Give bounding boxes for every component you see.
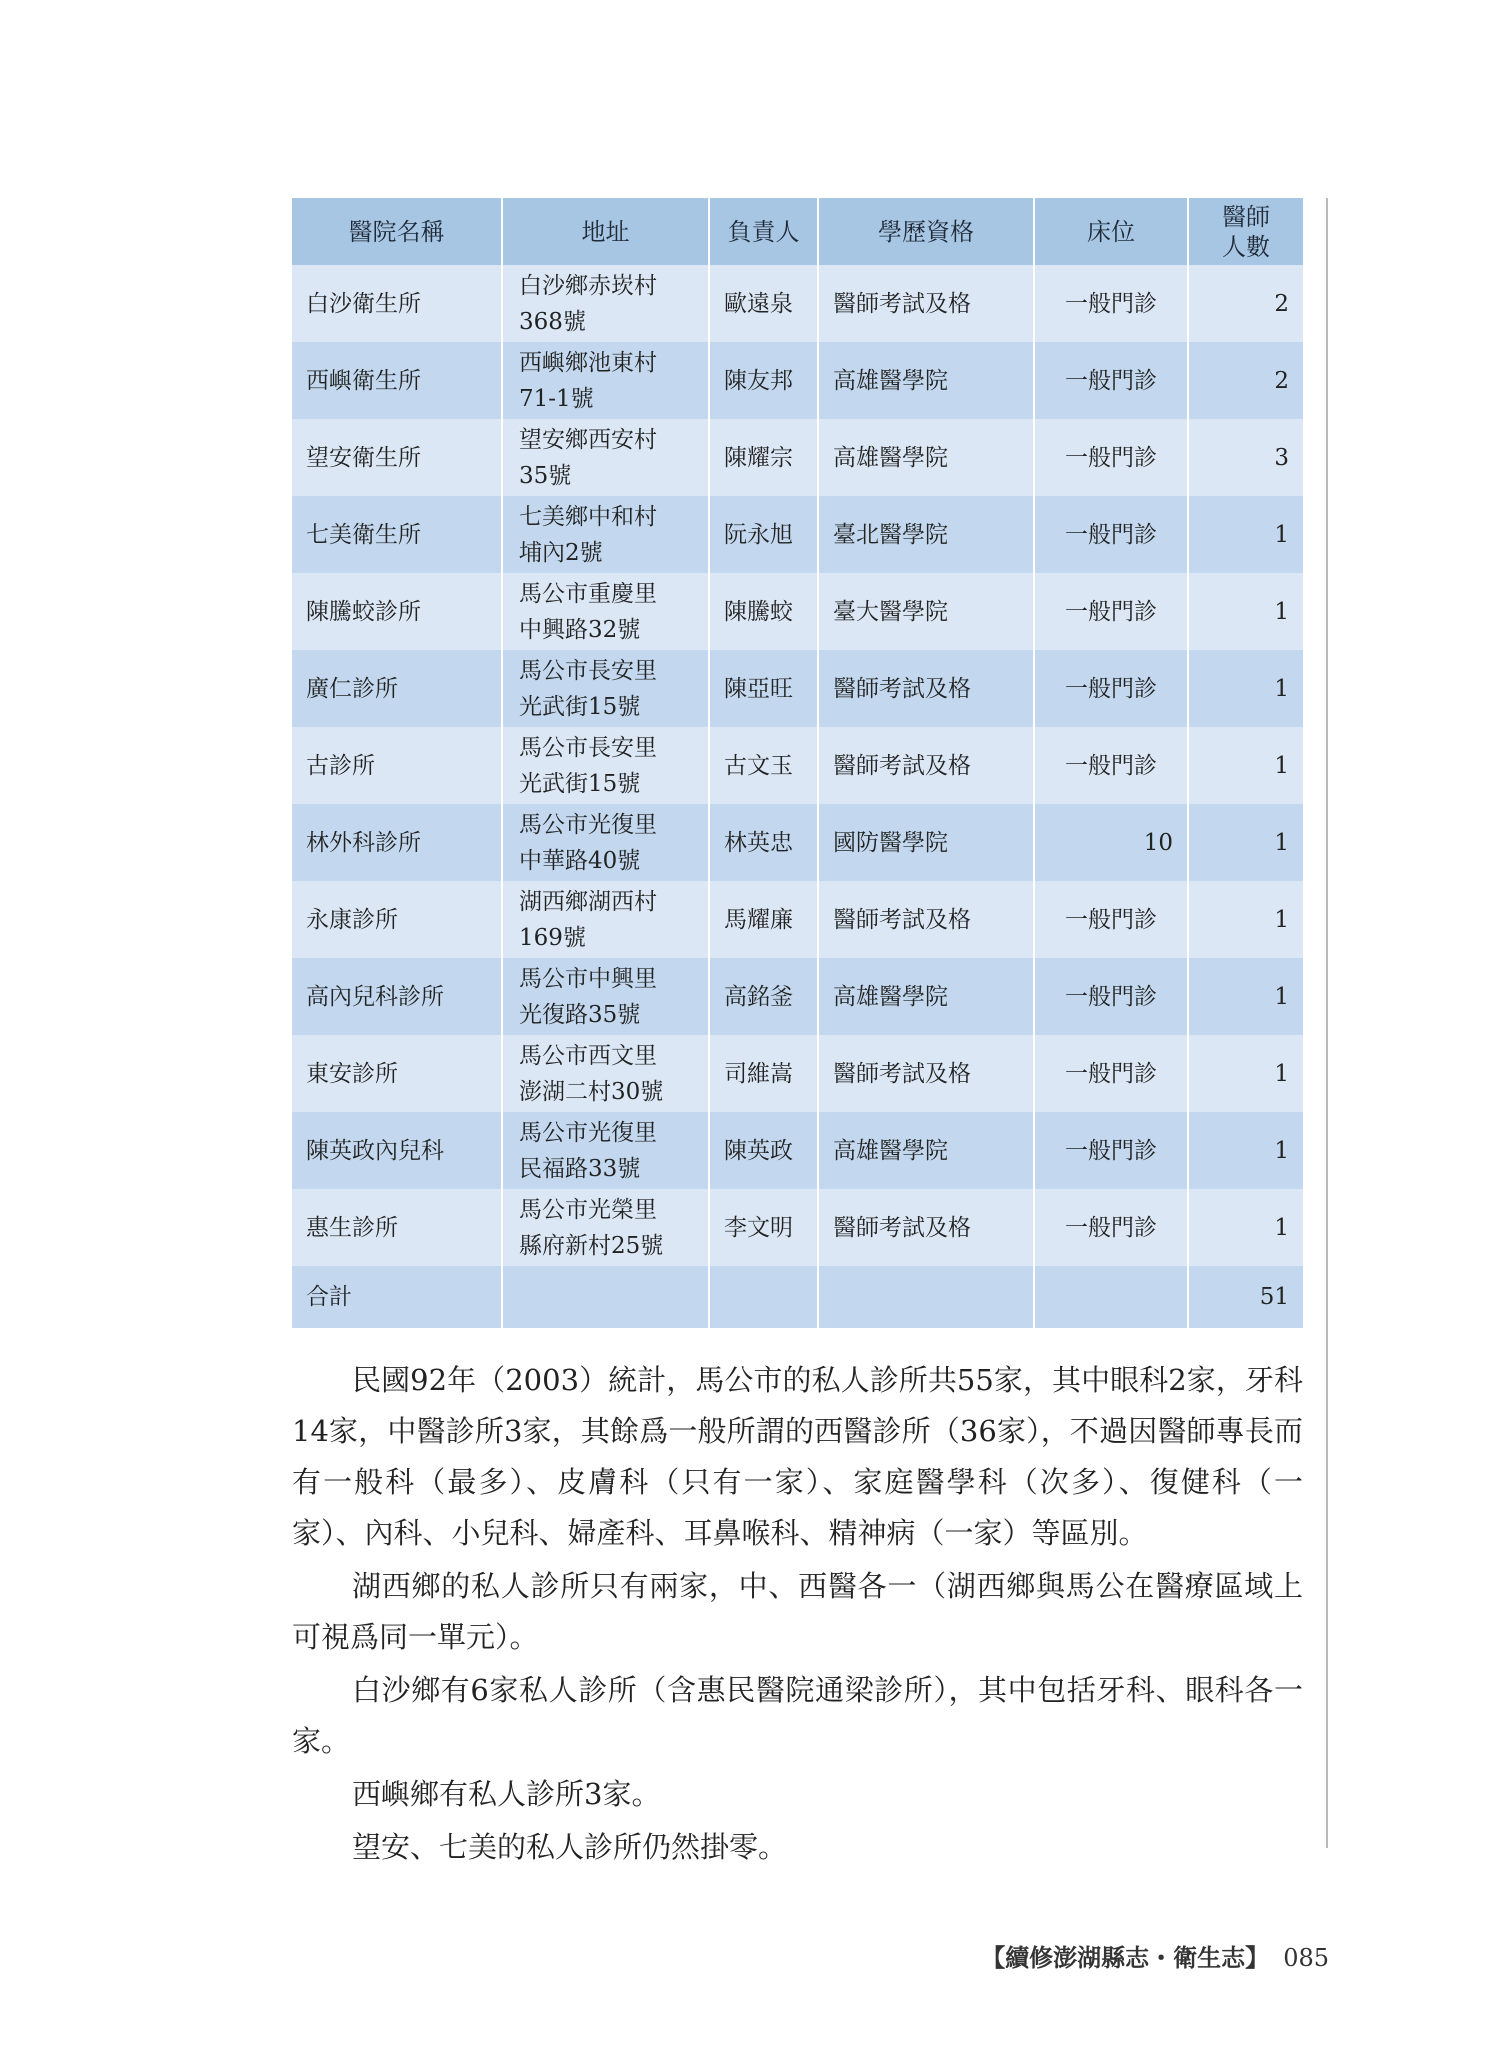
cell-name: 白沙衛生所 — [292, 265, 502, 342]
cell-address-line2: 169號 — [519, 924, 586, 951]
page-vertical-rule — [1326, 198, 1328, 1848]
cell-beds: 一般門診 — [1034, 1112, 1188, 1189]
cell-address-line2: 民福路33號 — [519, 1155, 641, 1182]
cell-doctors: 1 — [1188, 1189, 1303, 1266]
cell-address — [502, 1035, 709, 1112]
cell-address-line2: 光武街15號 — [519, 770, 641, 797]
cell-address-line1: 七美鄉中和村 — [519, 503, 657, 530]
cell-address — [502, 265, 709, 342]
cell-qualification: 醫師考試及格 — [818, 727, 1034, 804]
cell-beds: 一般門診 — [1034, 342, 1188, 419]
cell-name: 西嶼衛生所 — [292, 342, 502, 419]
cell-person: 李文明 — [709, 1189, 818, 1266]
cell-person: 陳亞旺 — [709, 650, 818, 727]
cell-name: 永康診所 — [292, 881, 502, 958]
cell-person: 陳友邦 — [709, 342, 818, 419]
cell-address — [502, 496, 709, 573]
total-empty-cell — [709, 1266, 818, 1328]
table-total-row — [292, 1266, 1303, 1328]
body-paragraph: 西嶼鄉有私人診所3家。 — [352, 1777, 661, 1811]
table-row — [292, 727, 1303, 804]
footer-page-number: 085 — [1283, 1944, 1329, 1972]
table-row — [292, 419, 1303, 496]
cell-qualification: 醫師考試及格 — [818, 1035, 1034, 1112]
cell-address — [502, 650, 709, 727]
cell-doctors: 1 — [1188, 804, 1303, 881]
footer-book-title: 【續修澎湖縣志・衛生志】 — [981, 1944, 1270, 1972]
cell-doctors: 1 — [1188, 958, 1303, 1035]
cell-address-line1: 馬公市中興里 — [519, 965, 657, 992]
cell-address — [502, 573, 709, 650]
cell-address-line1: 馬公市長安里 — [519, 657, 657, 684]
cell-qualification: 醫師考試及格 — [818, 650, 1034, 727]
cell-name: 高內兒科診所 — [292, 958, 502, 1035]
body-paragraph: 民國92年（2003）統計，馬公市的私人診所共55家，其中眼科2家，牙科14家，中醫診所3家，其餘爲一般所謂的西醫診所（36家），不過因醫師專長而有一般科（最多）、皮膚科（只有一家）、家庭醫學科（次多）、復健科（一家）、內科、小兒科、婦產科、耳鼻喉科、精神病（一家）等區別。 — [292, 1363, 1303, 1550]
cell-address-line2: 71-1號 — [519, 385, 594, 412]
cell-address — [502, 881, 709, 958]
body-paragraph: 白沙鄉有6家私人診所（含惠民醫院通梁診所），其中包括牙科、眼科各一家。 — [292, 1673, 1303, 1758]
cell-name: 陳騰蛟診所 — [292, 573, 502, 650]
cell-address — [502, 727, 709, 804]
total-empty-cell — [502, 1266, 709, 1328]
total-label: 合計 — [292, 1266, 502, 1328]
cell-doctors: 1 — [1188, 1112, 1303, 1189]
cell-qualification: 臺北醫學院 — [818, 496, 1034, 573]
cell-address-line1: 白沙鄉赤崁村 — [519, 272, 657, 299]
cell-address-line1: 馬公市光榮里 — [519, 1196, 657, 1223]
cell-address-line2: 368號 — [519, 308, 586, 335]
header-doctors-line1: 醫師 — [1222, 202, 1270, 231]
cell-beds: 一般門診 — [1034, 573, 1188, 650]
cell-person: 陳英政 — [709, 1112, 818, 1189]
cell-doctors: 1 — [1188, 727, 1303, 804]
cell-address-line2: 中華路40號 — [519, 847, 641, 874]
cell-qualification: 臺大醫學院 — [818, 573, 1034, 650]
table-row — [292, 804, 1303, 881]
cell-address-line2: 光武街15號 — [519, 693, 641, 720]
cell-address-line1: 湖西鄉湖西村 — [519, 888, 657, 915]
table-row — [292, 496, 1303, 573]
cell-name: 七美衛生所 — [292, 496, 502, 573]
cell-name: 廣仁診所 — [292, 650, 502, 727]
cell-person: 歐遠泉 — [709, 265, 818, 342]
cell-address-line2: 中興路32號 — [519, 616, 641, 643]
cell-beds: 一般門診 — [1034, 958, 1188, 1035]
cell-qualification: 高雄醫學院 — [818, 958, 1034, 1035]
body-paragraph: 湖西鄉的私人診所只有兩家，中、西醫各一（湖西鄉與馬公在醫療區域上可視爲同一單元）。 — [292, 1569, 1303, 1654]
cell-doctors: 2 — [1188, 265, 1303, 342]
table-row — [292, 1189, 1303, 1266]
cell-address-line1: 馬公市西文里 — [519, 1042, 657, 1069]
table-row — [292, 881, 1303, 958]
cell-qualification: 高雄醫學院 — [818, 342, 1034, 419]
table-row — [292, 958, 1303, 1035]
body-text — [292, 1355, 1303, 1875]
cell-person: 陳騰蛟 — [709, 573, 818, 650]
cell-address-line1: 馬公市光復里 — [519, 1119, 657, 1146]
cell-address-line1: 西嶼鄉池東村 — [519, 349, 657, 376]
table-row — [292, 1035, 1303, 1112]
cell-address — [502, 958, 709, 1035]
cell-qualification: 國防醫學院 — [818, 804, 1034, 881]
header-qualification: 學歷資格 — [818, 198, 1034, 265]
clinic-table — [292, 198, 1303, 1328]
cell-beds: 一般門診 — [1034, 727, 1188, 804]
table-row — [292, 342, 1303, 419]
cell-address — [502, 1112, 709, 1189]
cell-address — [502, 804, 709, 881]
cell-beds: 一般門診 — [1034, 265, 1188, 342]
cell-beds: 一般門診 — [1034, 496, 1188, 573]
cell-doctors: 2 — [1188, 342, 1303, 419]
cell-qualification: 高雄醫學院 — [818, 419, 1034, 496]
cell-name: 古診所 — [292, 727, 502, 804]
cell-person: 高銘釜 — [709, 958, 818, 1035]
cell-address-line2: 澎湖二村30號 — [519, 1078, 664, 1105]
cell-qualification: 醫師考試及格 — [818, 881, 1034, 958]
table-row — [292, 265, 1303, 342]
cell-name: 望安衛生所 — [292, 419, 502, 496]
cell-address-line2: 35號 — [519, 462, 572, 489]
cell-name: 陳英政內兒科 — [292, 1112, 502, 1189]
cell-doctors: 1 — [1188, 496, 1303, 573]
cell-beds: 一般門診 — [1034, 881, 1188, 958]
cell-address — [502, 342, 709, 419]
table-row — [292, 1112, 1303, 1189]
cell-person: 林英忠 — [709, 804, 818, 881]
table-header-row — [292, 198, 1303, 265]
cell-beds: 10 — [1034, 804, 1188, 881]
cell-beds: 一般門診 — [1034, 650, 1188, 727]
cell-address-line1: 馬公市重慶里 — [519, 580, 657, 607]
cell-person: 阮永旭 — [709, 496, 818, 573]
cell-doctors: 1 — [1188, 573, 1303, 650]
cell-doctors: 1 — [1188, 881, 1303, 958]
page-footer — [981, 1938, 1329, 1973]
cell-person: 陳耀宗 — [709, 419, 818, 496]
table-body — [292, 265, 1303, 1328]
cell-person: 古文玉 — [709, 727, 818, 804]
total-empty-cell — [818, 1266, 1034, 1328]
cell-name: 林外科診所 — [292, 804, 502, 881]
table-row — [292, 573, 1303, 650]
cell-doctors: 1 — [1188, 650, 1303, 727]
cell-address — [502, 419, 709, 496]
header-address: 地址 — [502, 198, 709, 265]
cell-beds: 一般門診 — [1034, 1189, 1188, 1266]
cell-address-line2: 埔內2號 — [519, 539, 603, 566]
header-person: 負責人 — [709, 198, 818, 265]
cell-address-line1: 馬公市長安里 — [519, 734, 657, 761]
cell-person: 司維嵩 — [709, 1035, 818, 1112]
cell-beds: 一般門診 — [1034, 1035, 1188, 1112]
header-doctors — [1188, 198, 1303, 265]
header-name: 醫院名稱 — [292, 198, 502, 265]
cell-address-line2: 光復路35號 — [519, 1001, 641, 1028]
total-doctors: 51 — [1188, 1266, 1303, 1328]
header-beds: 床位 — [1034, 198, 1188, 265]
cell-qualification: 醫師考試及格 — [818, 1189, 1034, 1266]
table-row — [292, 650, 1303, 727]
header-doctors-line2: 人數 — [1222, 232, 1270, 261]
cell-name: 東安診所 — [292, 1035, 502, 1112]
body-paragraph: 望安、七美的私人診所仍然掛零。 — [352, 1830, 788, 1864]
cell-doctors: 3 — [1188, 419, 1303, 496]
cell-address — [502, 1189, 709, 1266]
cell-address-line2: 縣府新村25號 — [519, 1232, 664, 1259]
cell-person: 馬耀廉 — [709, 881, 818, 958]
cell-qualification: 高雄醫學院 — [818, 1112, 1034, 1189]
cell-beds: 一般門診 — [1034, 419, 1188, 496]
cell-doctors: 1 — [1188, 1035, 1303, 1112]
cell-qualification: 醫師考試及格 — [818, 265, 1034, 342]
cell-name: 惠生診所 — [292, 1189, 502, 1266]
cell-address-line1: 望安鄉西安村 — [519, 426, 657, 453]
total-empty-cell — [1034, 1266, 1188, 1328]
cell-address-line1: 馬公市光復里 — [519, 811, 657, 838]
